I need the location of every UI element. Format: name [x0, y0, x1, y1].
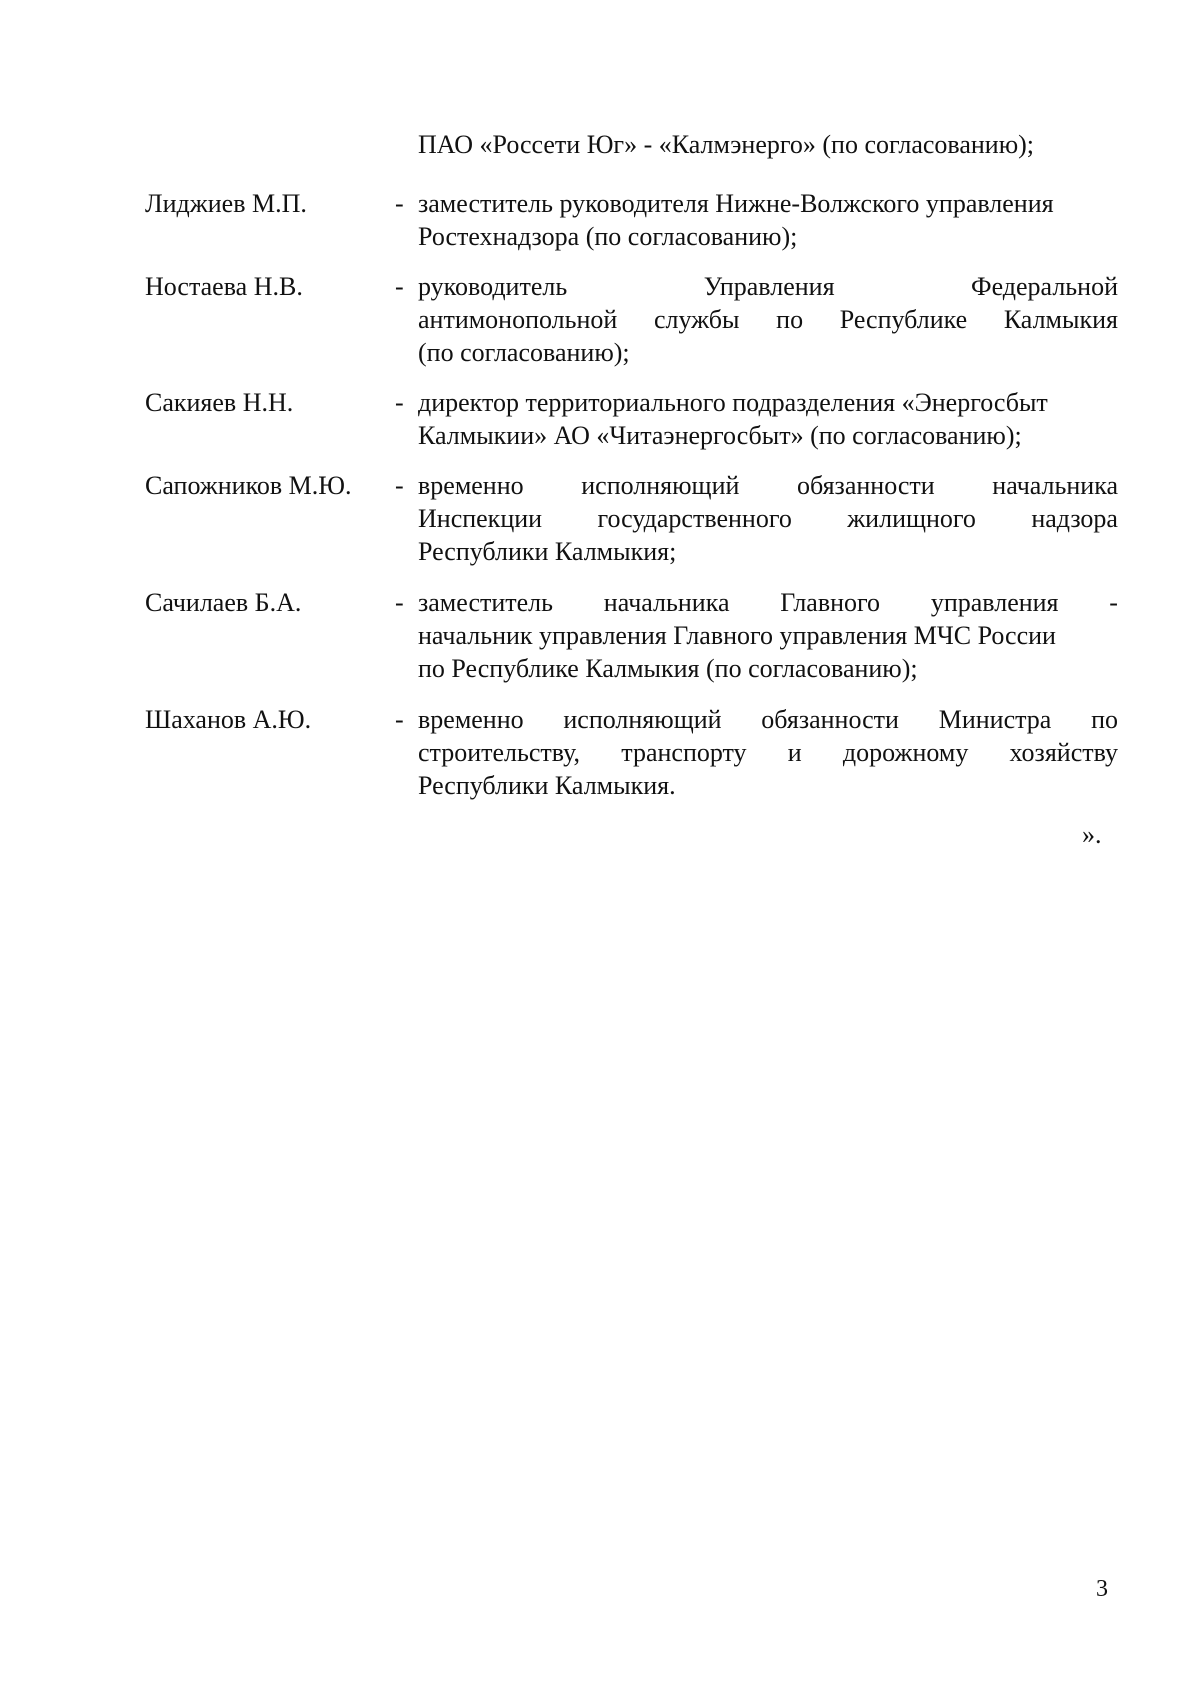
position-word: хозяйству [1009, 738, 1118, 767]
position-line: Калмыкии» АО «Читаэнергосбыт» (по согласованию); [418, 421, 1022, 450]
position-word: надзора [1031, 504, 1118, 533]
position-line: Республики Калмыкия; [418, 537, 677, 566]
position-word: Республике [839, 305, 968, 334]
member-position [418, 386, 1118, 452]
position-word: Управления [703, 272, 835, 301]
position-word: службы [654, 305, 740, 334]
position-line: директор территориального подразделения «Энергосбыт [418, 388, 1048, 417]
entry-dash: - [395, 189, 404, 218]
member-name: Сачилаев Б.А. [145, 588, 302, 617]
position-word: начальника [992, 471, 1118, 500]
position-line: по Республике Калмыкия (по согласованию); [418, 654, 918, 683]
entry-dash: - [395, 388, 404, 417]
position-line: Ростехнадзора (по согласованию); [418, 222, 798, 251]
member-position [418, 270, 1118, 369]
entry-dash: - [395, 705, 404, 734]
position-word: исполняющий [581, 471, 740, 500]
position-word: транспорту [621, 738, 747, 767]
position-word: начальника [603, 588, 730, 617]
position-word: жилищного [847, 504, 976, 533]
position-line [418, 502, 1118, 535]
position-line: заместитель руководителя Нижне-Волжского управления [418, 189, 1054, 218]
member-position [418, 469, 1118, 568]
position-line: (по согласованию); [418, 338, 630, 367]
position-line [418, 469, 1118, 502]
position-word: по [1091, 705, 1118, 734]
entry-dash: - [395, 272, 404, 301]
position-word: Инспекции [418, 504, 543, 533]
position-word: управления [930, 588, 1059, 617]
position-word: антимонопольной [418, 305, 618, 334]
entry-dash: - [395, 588, 404, 617]
position-word: Калмыкия [1003, 305, 1118, 334]
position-word: Главного [780, 588, 881, 617]
member-name: Сакияев Н.Н. [145, 388, 294, 417]
member-name: Сапожников М.Ю. [145, 471, 352, 500]
position-word: временно [418, 471, 524, 500]
position-word: по [776, 305, 804, 334]
position-word: дорожному [842, 738, 969, 767]
position-line [418, 736, 1118, 769]
position-word: исполняющий [563, 705, 722, 734]
position-word: строительству, [418, 738, 581, 767]
member-name: Шаханов А.Ю. [145, 705, 312, 734]
position-word: - [1109, 588, 1118, 617]
member-position [418, 703, 1118, 802]
page-number: 3 [1096, 1576, 1108, 1602]
position-word: обязанности [761, 705, 899, 734]
member-name: Ностаева Н.В. [145, 272, 303, 301]
position-line [418, 270, 1118, 303]
closing-quote: ». [1082, 820, 1102, 849]
position-line [418, 703, 1118, 736]
position-word: временно [418, 705, 524, 734]
entry-dash: - [395, 471, 404, 500]
position-word: заместитель [418, 588, 554, 617]
position-word: государственного [597, 504, 792, 533]
position-word: обязанности [797, 471, 935, 500]
position-line [418, 303, 1118, 336]
position-line: начальник управления Главного управления МЧС России [418, 621, 1056, 650]
member-position [418, 586, 1118, 685]
member-position [418, 187, 1118, 253]
continuation-line: ПАО «Россети Юг» - «Калмэнерго» (по согласованию); [418, 130, 1035, 159]
member-name: Лиджиев М.П. [145, 189, 307, 218]
position-word: и [787, 738, 802, 767]
position-line: Республики Калмыкия. [418, 771, 676, 800]
position-word: руководитель [418, 272, 568, 301]
position-word: Министра [938, 705, 1052, 734]
position-word: Федеральной [971, 272, 1118, 301]
position-line [418, 586, 1118, 619]
